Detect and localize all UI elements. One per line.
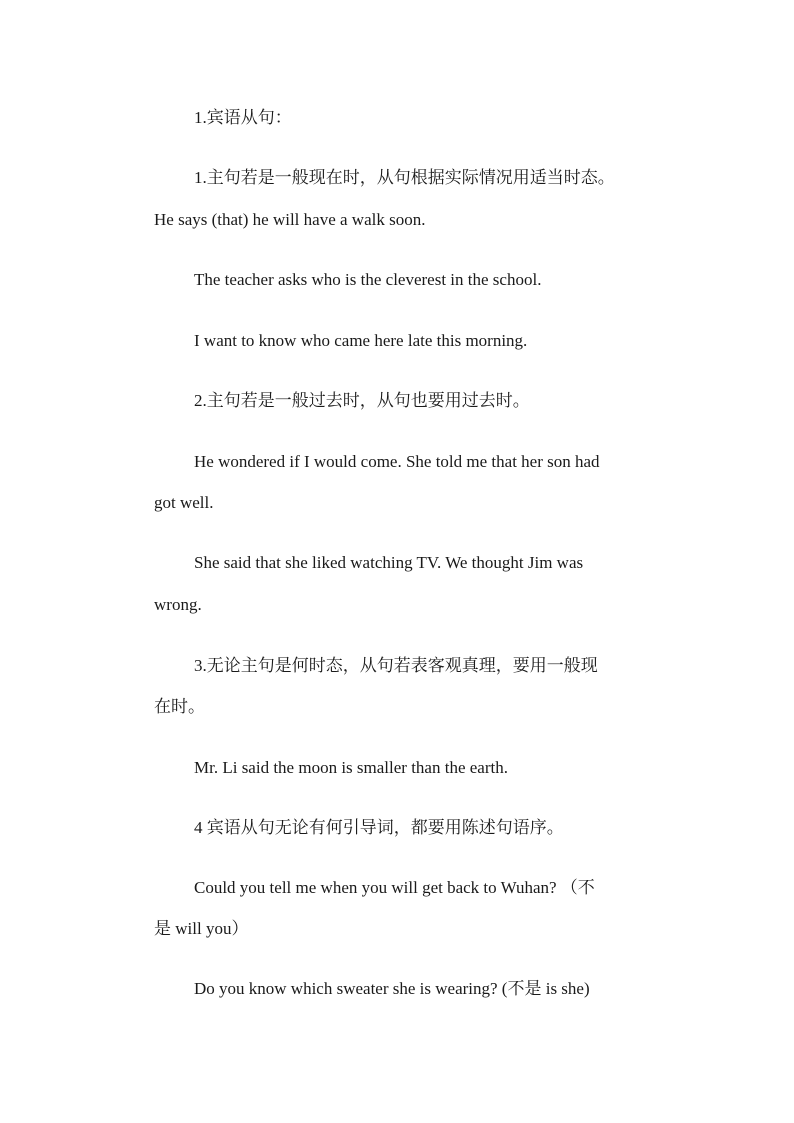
rule-3-title-cont: 在时。 bbox=[154, 697, 205, 716]
rule-3-example-1: Mr. Li said the moon is smaller than the earth. bbox=[194, 758, 508, 777]
rule-4-example-1: Could you tell me when you will get back to Wuhan? （不 bbox=[194, 878, 595, 897]
rule-4-example-2: Do you know which sweater she is wearing? (不是 is she) bbox=[194, 979, 590, 998]
rule-2-example-1-cont: got well. bbox=[154, 493, 214, 512]
rule-3-title: 3.无论主句是何时态，从句若表客观真理，要用一般现 bbox=[194, 656, 598, 675]
rule-1-example-3: I want to know who came here late this morning. bbox=[194, 331, 528, 350]
rule-4-title: 4 宾语从句无论有何引导词，都要用陈述句语序。 bbox=[194, 818, 564, 837]
rule-2-example-2: She said that she liked watching TV. We thought Jim was bbox=[194, 553, 584, 572]
rule-2-example-1: He wondered if I would come. She told me that her son had bbox=[194, 452, 600, 471]
rule-2-example-2-cont: wrong. bbox=[154, 595, 202, 614]
rule-1-example-1: He says (that) he will have a walk soon. bbox=[154, 210, 426, 229]
rule-1-example-2: The teacher asks who is the cleverest in the school. bbox=[194, 270, 542, 289]
rule-2-title: 2.主句若是一般过去时，从句也要用过去时。 bbox=[194, 391, 530, 410]
rule-4-example-1-cont: 是 will you） bbox=[154, 919, 249, 938]
rule-1-title: 1.主句若是一般现在时，从句根据实际情况用适当时态。 bbox=[194, 168, 615, 187]
section-heading: 1.宾语从句： bbox=[194, 108, 292, 127]
